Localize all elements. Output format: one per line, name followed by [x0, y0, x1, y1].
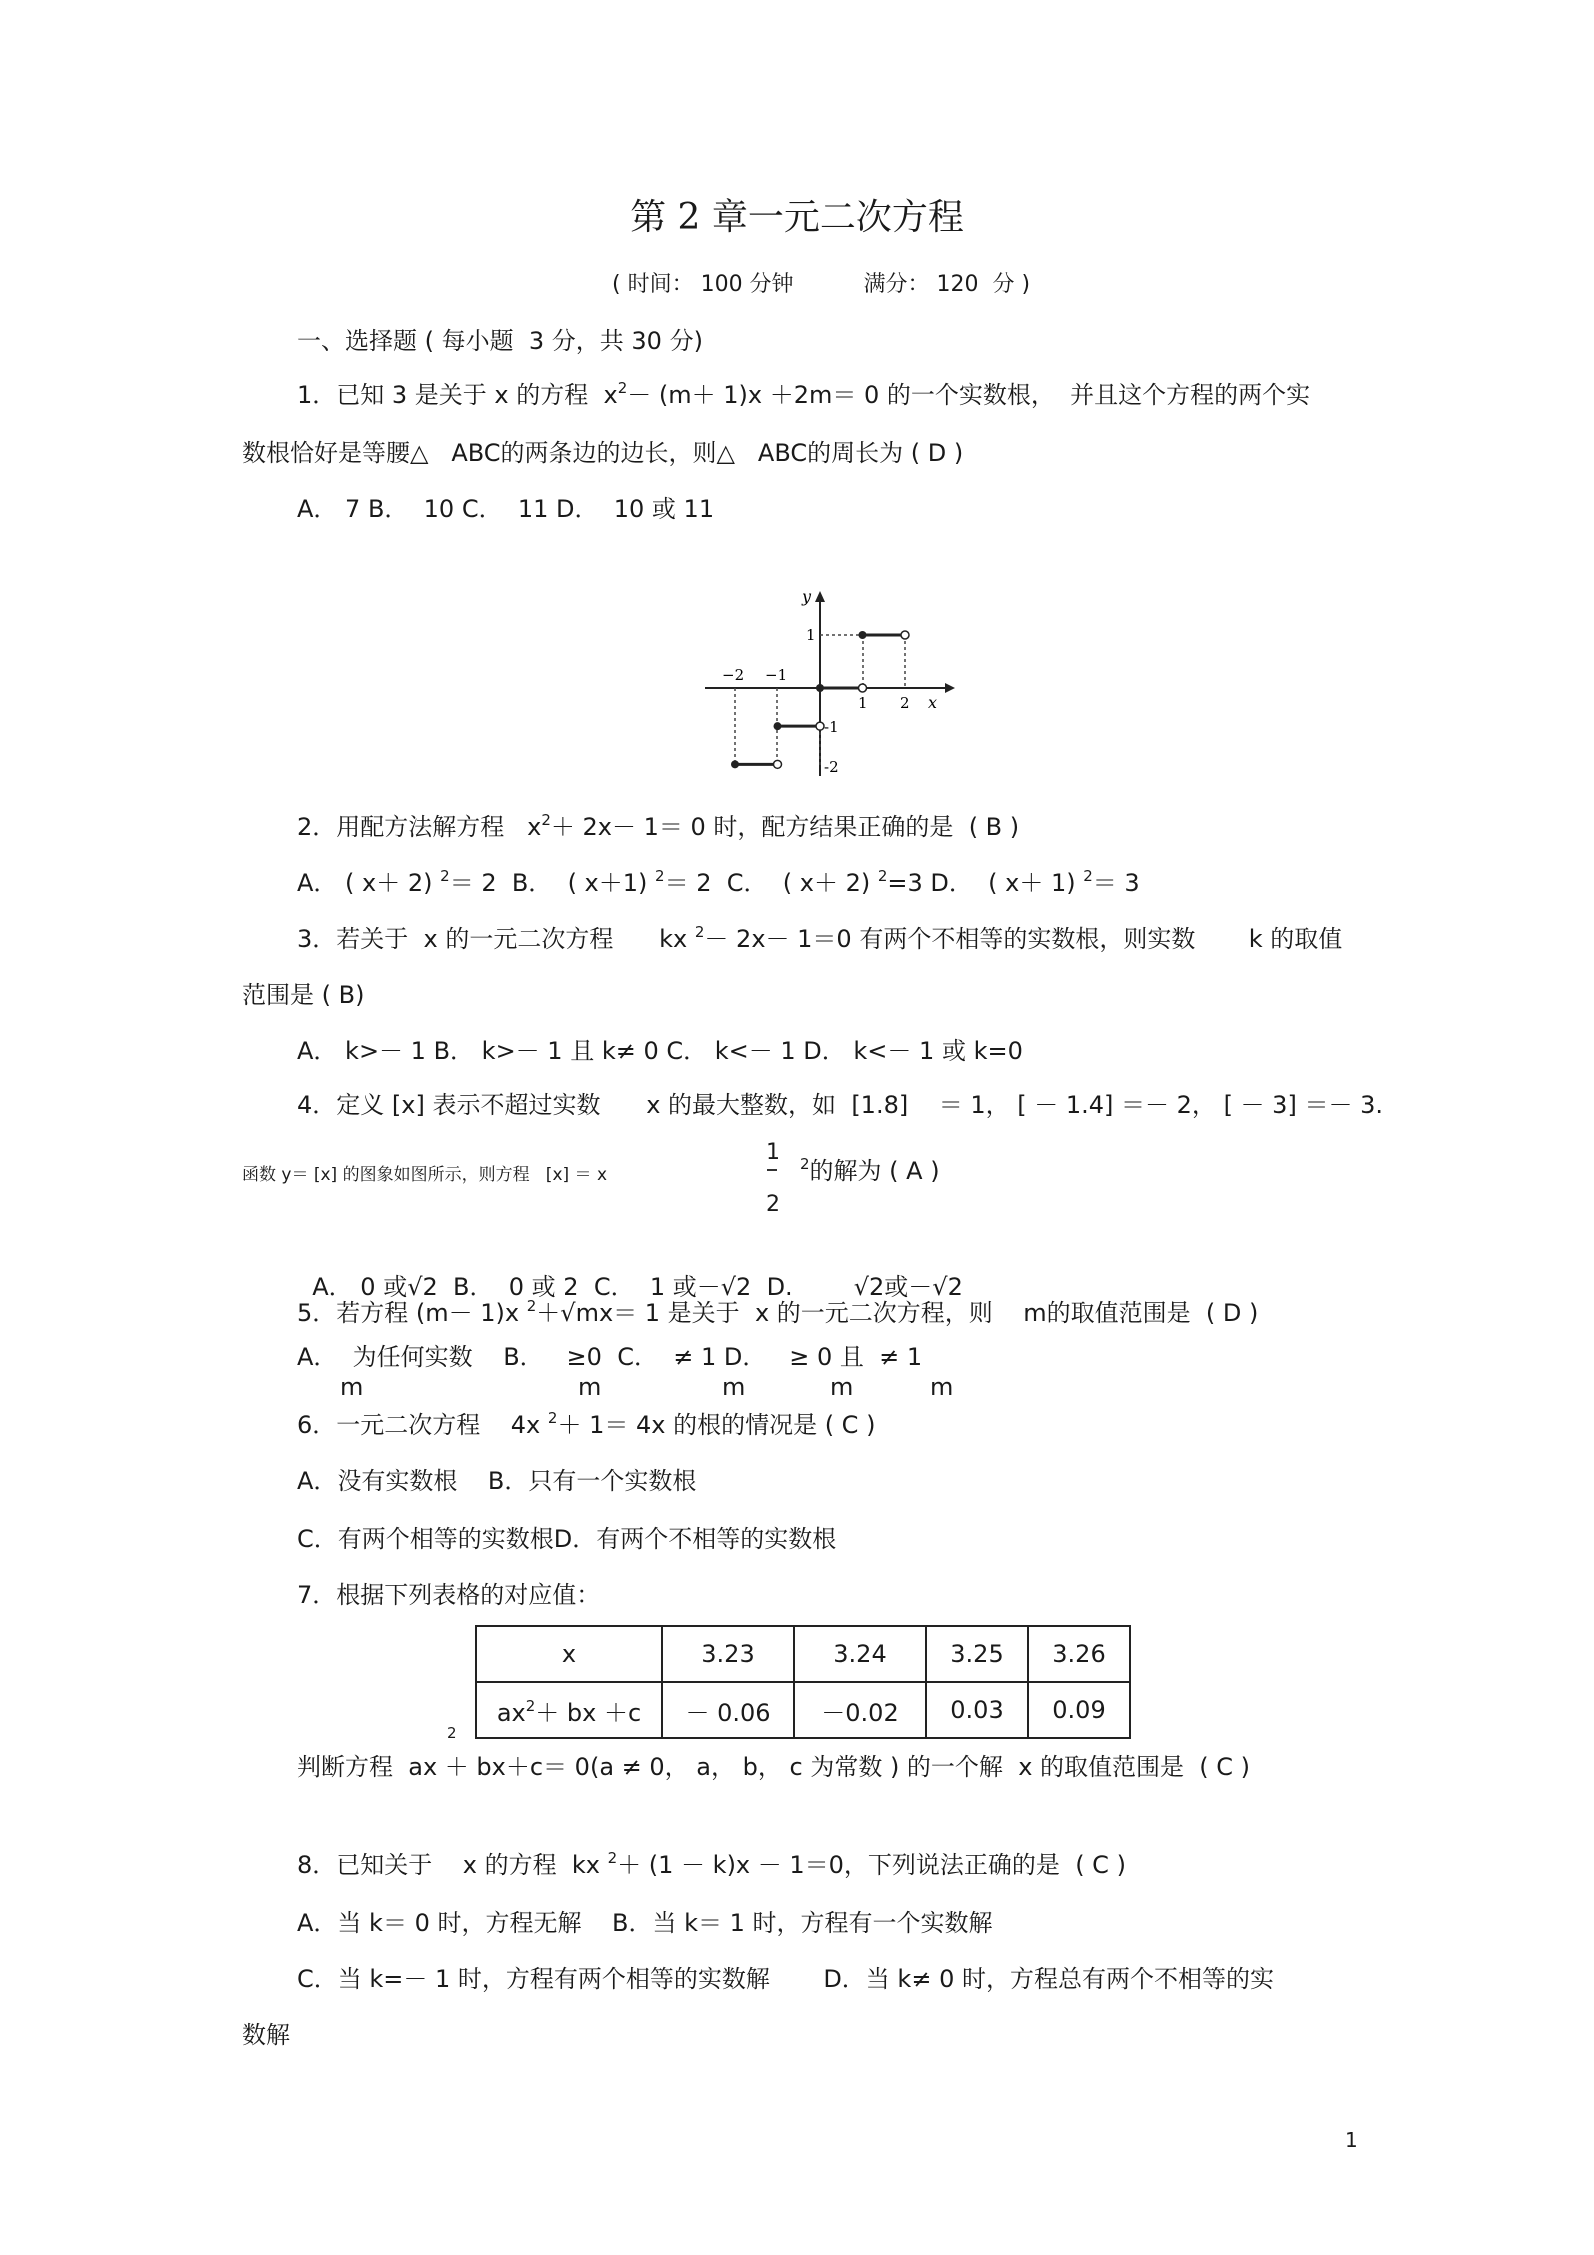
question-8-options-3: 数解 — [242, 2021, 290, 2049]
step-function-graph — [700, 588, 960, 778]
table-cell: 3.24 — [794, 1626, 926, 1682]
question-4-line-2-tail: $^2$的解为 ( A ) — [800, 1155, 940, 1185]
table-cell: x — [476, 1626, 662, 1682]
question-8-stem: 8．已知关于 x 的方程 kx $^2$＋ (1 － k)x － 1＝0，下列说法正确的是 ( C ) — [297, 1849, 1126, 1879]
table-cell: －0.02 — [794, 1682, 926, 1738]
table-row — [476, 1682, 1130, 1738]
question-2-stem: 2．用配方法解方程 $x^2+ 2x- 1= 0$ 时，配方结果正确的是 ( B ) — [297, 811, 1020, 841]
question-4-small-text: 函数 y＝ [x] 的图象如图所示，则方程 [x] ＝ x — [242, 1165, 608, 1185]
page-title: 第 2 章一元二次方程 — [630, 197, 964, 238]
tick-x-2: 2 — [900, 694, 910, 712]
page-number: 1 — [1345, 2128, 1358, 2152]
exam-info: ( 时间： 100 分钟 满分： 120 分 ) — [612, 272, 1031, 297]
closed-endpoint — [859, 631, 867, 639]
value-table — [475, 1625, 1131, 1739]
question-3-line-1: 3．若关于 x 的一元二次方程 kx $^2$－ 2x－ 1＝0 有两个不相等的实数根，则实数 k 的取值 — [297, 923, 1343, 953]
question-5-options: A． 为任何实数 B． ≥0 C． ≠ 1 D． ≥ 0 且 ≠ 1 — [297, 1343, 923, 1371]
y-axis-label: y — [802, 588, 812, 606]
question-1-line-1: 1．已知 3 是关于 x 的方程 $x^2- (m+ 1)x +2m= 0$ 的一个实数根， 并且这个方程的两个实 — [297, 379, 1311, 409]
question-3-options: A． k>－ 1 B． k>－ 1 且 k≠ 0 C． k<－ 1 D． k<－ 1 或 k=0 — [297, 1037, 1023, 1065]
question-5-stem: 5．若方程 (m－ 1)x $^2$＋√mx＝ 1 是关于 x 的一元二次方程，则 m的取值范围是 ( D ) — [297, 1297, 1259, 1327]
question-1-options: A． 7 B． 10 C． 11 D． 10 或 11 — [297, 495, 715, 523]
option-m-a: m — [340, 1373, 364, 1401]
tick-y-1: 1 — [806, 626, 816, 644]
question-7-judge: 判断方程 ax ＋ bx＋c＝ 0(a ≠ 0， a， b， c 为常数 ) 的一个解 x 的取值范围是 ( C ) — [297, 1753, 1251, 1781]
table-cell: 3.23 — [662, 1626, 794, 1682]
question-3-line-2: 范围是 ( B) — [242, 981, 365, 1009]
option-m-d: m — [830, 1373, 854, 1401]
question-4-line-1: 4．定义 [x] 表示不超过实数 x 的最大整数，如 [1.8] ＝ 1， [ － 1.4] ＝－ 2， [ － 3] ＝－ 3. — [297, 1091, 1383, 1119]
fraction-bar — [767, 1169, 777, 1171]
open-endpoint — [816, 722, 824, 730]
tick-y-neg2: -2 — [824, 758, 839, 776]
table-row — [476, 1626, 1130, 1682]
open-endpoint — [859, 684, 867, 692]
table-cell: $ax^2+$ bx ＋c — [476, 1682, 662, 1738]
sqrt-icon: √ — [720, 1273, 737, 1301]
tick-x-neg1: −1 — [765, 666, 788, 684]
sqrt-icon: √ — [560, 1299, 576, 1327]
tick-x-1: 1 — [858, 694, 868, 712]
x-axis-arrow — [945, 683, 955, 693]
tick-y-neg1: -1 — [824, 718, 839, 736]
table-cell: 3.25 — [926, 1626, 1028, 1682]
question-7-stem: 7．根据下列表格的对应值： — [297, 1581, 601, 1609]
section-heading: 一、选择题 ( 每小题 3 分，共 30 分) — [297, 327, 703, 355]
table-cell: 3.26 — [1028, 1626, 1130, 1682]
table-cell: 0.09 — [1028, 1682, 1130, 1738]
closed-endpoint — [816, 684, 824, 692]
closed-endpoint — [731, 760, 739, 768]
open-endpoint — [901, 631, 909, 639]
option-m-e: m — [930, 1373, 954, 1401]
question-6-options-2: C．有两个相等的实数根D．有两个不相等的实数根 — [297, 1525, 837, 1553]
option-m-c: m — [722, 1373, 746, 1401]
tick-x-neg2: −2 — [722, 666, 745, 684]
fraction-numerator: 1 — [766, 1140, 780, 1165]
table-cell: 0.03 — [926, 1682, 1028, 1738]
sqrt-icon: √ — [853, 1273, 870, 1301]
table-cell: － 0.06 — [662, 1682, 794, 1738]
question-4-options: A． 0 或√2 B． 0 或 2 C． 1 或－√2 D. √2或－√2 — [312, 1273, 963, 1301]
sqrt-icon: √ — [932, 1273, 948, 1301]
stray-superscript: 2 — [447, 1724, 457, 1742]
question-8-options-1: A．当 k＝ 0 时，方程无解 B．当 k＝ 1 时，方程有一个实数解 — [297, 1909, 993, 1937]
y-axis-arrow — [815, 591, 825, 602]
option-m-b: m — [578, 1373, 602, 1401]
open-endpoint — [774, 760, 782, 768]
question-6-options-1: A．没有实数根 B．只有一个实数根 — [297, 1467, 697, 1495]
question-6-stem: 6．一元二次方程 4x $^2$＋ 1＝ 4x 的根的情况是 ( C ) — [297, 1409, 876, 1439]
question-2-options: A． ( x＋ 2) $^2$＝ 2 B． ( x＋1) $^2$＝ 2 C． ( x＋ 2) $^2$=3 D． ( x＋ 1) $^2$＝ 3 — [297, 867, 1140, 897]
closed-endpoint — [774, 722, 782, 730]
question-8-options-2: C．当 k=－ 1 时，方程有两个相等的实数解 D．当 k≠ 0 时，方程总有两个不相等的实 — [297, 1965, 1274, 1993]
question-1-line-2: 数根恰好是等腰△ ABC的两条边的边长，则△ ABC的周长为 ( D ) — [242, 439, 964, 467]
x-axis-label: x — [928, 693, 938, 712]
fraction-denominator: 2 — [766, 1192, 780, 1217]
sqrt-icon: √ — [407, 1273, 423, 1301]
